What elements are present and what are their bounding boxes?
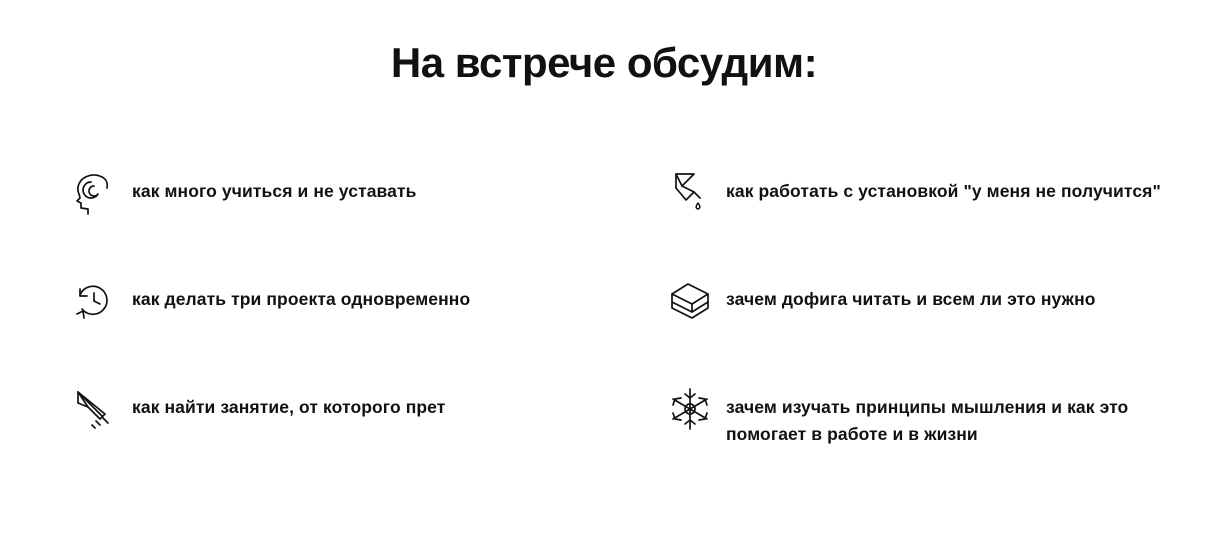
column-left	[0, 168, 604, 492]
books-stack-icon	[664, 276, 716, 332]
page-title: На встрече обсудим:	[390, 39, 818, 86]
clock-refresh-icon	[68, 276, 120, 332]
list-item	[68, 168, 584, 276]
watering-can-icon	[664, 168, 716, 224]
list-item-label: как делать три проекта одновременно	[132, 289, 471, 309]
list-item	[664, 276, 1178, 384]
items-columns	[0, 168, 1208, 492]
rocket-icon	[68, 384, 120, 440]
list-item	[664, 168, 1178, 276]
list-item	[68, 384, 584, 492]
snowflake-icon	[664, 384, 716, 440]
list-item-label: как много учиться и не уставать	[132, 181, 417, 201]
column-right	[604, 168, 1208, 492]
list-item-label: как работать с установкой "у меня не получится"	[726, 181, 1161, 201]
head-spiral-icon	[68, 168, 120, 224]
list-item-label: как найти занятие, от которого прет	[132, 397, 446, 417]
list-item-label: зачем дофига читать и всем ли это нужно	[726, 289, 1096, 309]
list-item	[664, 384, 1178, 492]
list-item-label: зачем изучать принципы мышления и как это помогает в работе и в жизни	[726, 397, 1129, 445]
list-item	[68, 276, 584, 384]
